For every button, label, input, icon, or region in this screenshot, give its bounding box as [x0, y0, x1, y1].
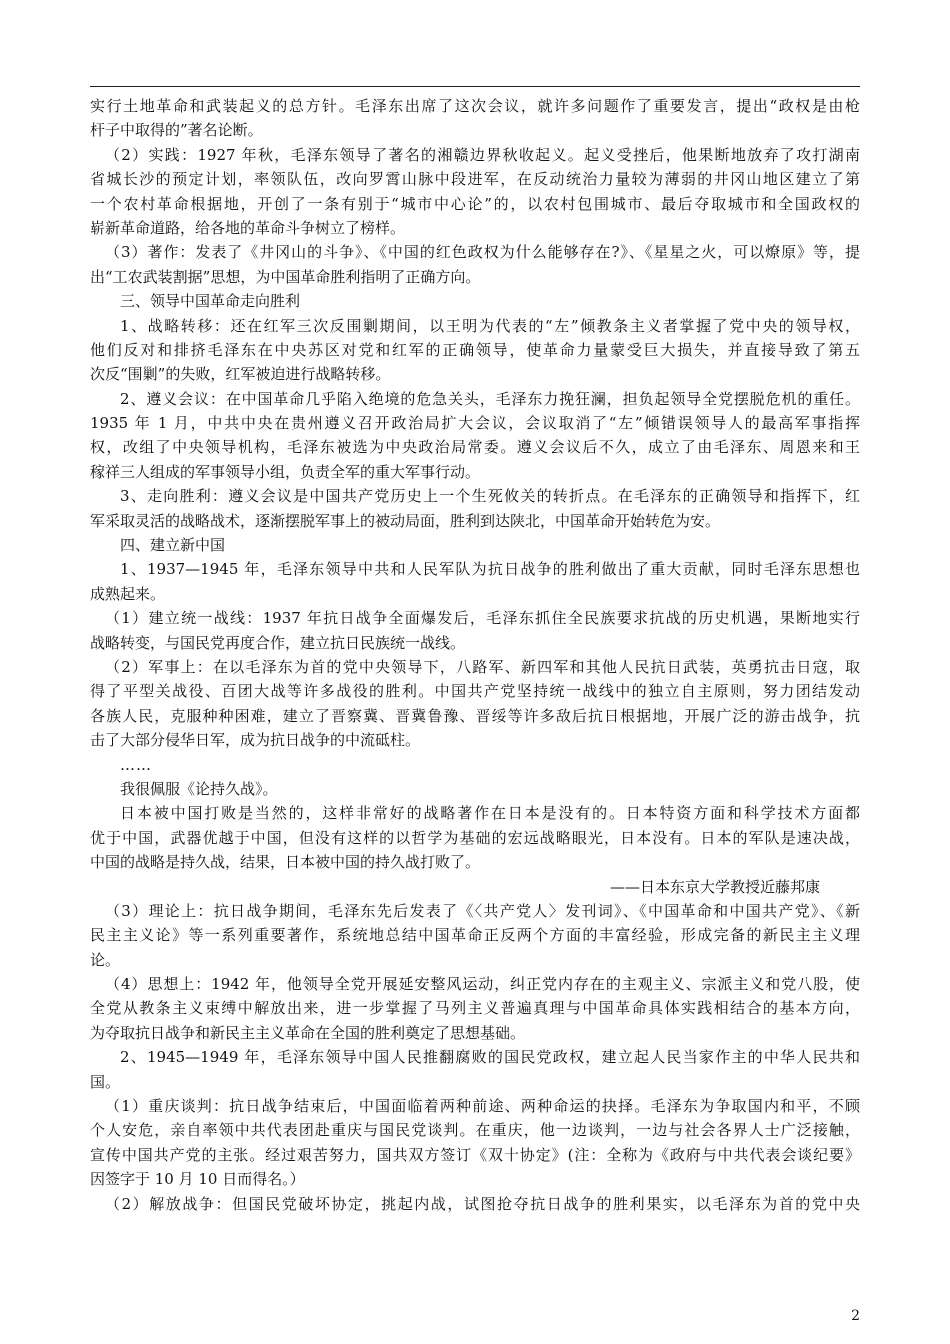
text-line: 2、遵义会议：在中国革命几乎陷入绝境的危急关头，毛泽东力挽狂澜，担负起领导全党摆脱危机的重任。: [120, 389, 860, 408]
text-line: （3）理论上：抗日战争期间，毛泽东先后发表了《〈共产党人〉发刊词》、《中国革命和中国共产党》、《新: [105, 901, 860, 920]
text-line: （3）著作：发表了《井冈山的斗争》、《中国的红色政权为什么能够存在?》、《星星之火，可以燎原》等，提: [105, 243, 860, 262]
text-line: 1、战略转移：还在红军三次反围剿期间，以王明为代表的“左”倾教条主义者掌握了党中央的领导权，: [120, 316, 860, 335]
text-line: （2）军事上：在以毛泽东为首的党中央领导下，八路军、新四军和其他人民抗日武装，英勇抗击日寇，取: [105, 657, 860, 676]
text-line: 3、走向胜利：遵义会议是中国共产党历史上一个生死攸关的转折点。在毛泽东的正确领导和指挥下，红: [120, 487, 860, 506]
text-line: 崭新革命道路，给各地的革命斗争树立了榜样。: [90, 218, 406, 237]
text-line: 杆子中取得的”著名论断。: [90, 121, 263, 140]
text-line: 1、1937—1945 年，毛泽东领导中共和人民军队为抗日战争的胜利做出了重大贡献，同时毛泽东思想也: [120, 560, 860, 579]
text-line: （4）思想上：1942 年，他领导全党开展延安整风运动，纠正党内存在的主观主义、宗派主义和党八股，使: [105, 975, 860, 994]
text-line: 三、领导中国革命走向胜利: [120, 292, 301, 311]
text-line: 2、1945—1949 年，毛泽东领导中国人民推翻腐败的国民党政权，建立起人民当家作主的中华人民共和: [120, 1048, 860, 1067]
text-line: 次反“围剿”的失败，红军被迫进行战略转移。: [90, 365, 391, 384]
text-line: 各族人民，克服种种困难，建立了晋察冀、晋冀鲁豫、晋绥等许多敌后抗日根据地，开展广泛的游击战争，抗: [90, 706, 860, 725]
text-line: 一个农村革命根据地，开创了一条有别于“城市中心论”的，以农村包围城市、最后夺取城市和全国政权的: [90, 194, 860, 213]
text-line: 出“工农武装割据”思想，为中国革命胜利指明了正确方向。: [90, 267, 481, 286]
text-line: 得了平型关战役、百团大战等许多战役的胜利。中国共产党坚持统一战线中的独立自主原则，努力团结发动: [90, 682, 860, 701]
text-line: 击了大部分侵华日军，成为抗日战争的中流砥柱。: [90, 731, 421, 750]
text-line: 优于中国，武器优越于中国，但没有这样的以哲学为基础的宏远战略眼光，日本没有。日本的军队是速决战，: [90, 828, 860, 847]
text-line: 战略转变，与国民党再度合作，建立抗日民族统一战线。: [90, 633, 466, 652]
text-line: 军采取灵活的战略战术，逐渐摆脱军事上的被动局面，胜利到达陕北，中国革命开始转危为安。: [90, 511, 721, 530]
text-line: 论。: [90, 950, 121, 969]
header-rule: [90, 86, 860, 87]
text-line: （1）重庆谈判：抗日战争结束后，中国面临着两种前途、两种命运的抉择。毛泽东为争取国内和平，不顾: [105, 1097, 860, 1116]
text-line: 宣传中国共产党的主张。经过艰苦努力，国共双方签订《双十协定》(注：全称为《政府与中共代表会谈纪要》: [90, 1145, 860, 1164]
text-line: 权，改组了中央领导机构，毛泽东被选为中央政治局常委。遵义会议后不久，成立了由毛泽东、周恩来和王: [90, 438, 860, 457]
text-line: 民主主义论》等一系列重要著作，系统地总结中国革命正反两个方面的丰富经验，形成完备的新民主主义理: [90, 926, 860, 945]
text-line: 为夺取抗日战争和新民主主义革命在全国的胜利奠定了思想基础。: [90, 1023, 526, 1042]
text-line: 成熟起来。: [90, 584, 166, 603]
text-line: 实行土地革命和武装起义的总方针。毛泽东出席了这次会议，就许多问题作了重要发言，提出“政权是由枪: [90, 97, 860, 115]
text-line: 1935 年 1 月，中共中央在贵州遵义召开政治局扩大会议，会议取消了“左”倾错误领导人的最高军事指挥: [90, 414, 860, 433]
body-text: [90, 94, 860, 1216]
text-line: 他们反对和排挤毛泽东在中央苏区对党和红军的正确领导，使革命力量蒙受巨大损失，并直接导致了第五: [90, 340, 860, 359]
text-line: ……: [120, 755, 152, 774]
text-line: 因签字于 10 月 10 日而得名。）: [90, 1170, 305, 1189]
text-line: 国。: [90, 1072, 121, 1091]
text-line: （2）解放战争：但国民党破坏协定，挑起内战，试图抢夺抗日战争的胜利果实，以毛泽东为首的党中央: [105, 1194, 860, 1213]
text-line: 全党从教条主义束缚中解放出来，进一步掌握了马列主义普遍真理与中国革命具体实践相结合的基本方向，: [90, 999, 860, 1018]
text-line: 省城长沙的预定计划，率领队伍，改向罗霄山脉中段进军，在反动统治力量较为薄弱的井冈山地区建立了第: [90, 170, 860, 189]
text-line: 四、建立新中国: [120, 536, 226, 555]
text-line: 我很佩服《论持久战》。: [120, 779, 278, 798]
text-line: ——日本东京大学教授近藤邦康: [609, 877, 820, 896]
text-line: （1）建立统一战线：1937 年抗日战争全面爆发后，毛泽东抓住全民族要求抗战的历史机遇，果断地实行: [105, 609, 860, 628]
text-line: 个人安危，亲自率领中共代表团赴重庆与国民党谈判。在重庆，他一边谈判，一边与社会各界人士广泛接触，: [90, 1121, 860, 1140]
text-line: 稼祥三人组成的军事领导小组，负责全军的重大军事行动。: [90, 462, 481, 481]
page-number: 2: [851, 1308, 860, 1324]
text-line: 中国的战略是持久战，结果，日本被中国的持久战打败了。: [90, 853, 481, 872]
text-line: （2）实践：1927 年秋，毛泽东领导了著名的湘赣边界秋收起义。起义受挫后，他果断地放弃了攻打湖南: [105, 145, 860, 164]
text-line: 日本被中国打败是当然的，这样非常好的战略著作在日本是没有的。日本特资方面和科学技术方面都: [120, 804, 860, 823]
